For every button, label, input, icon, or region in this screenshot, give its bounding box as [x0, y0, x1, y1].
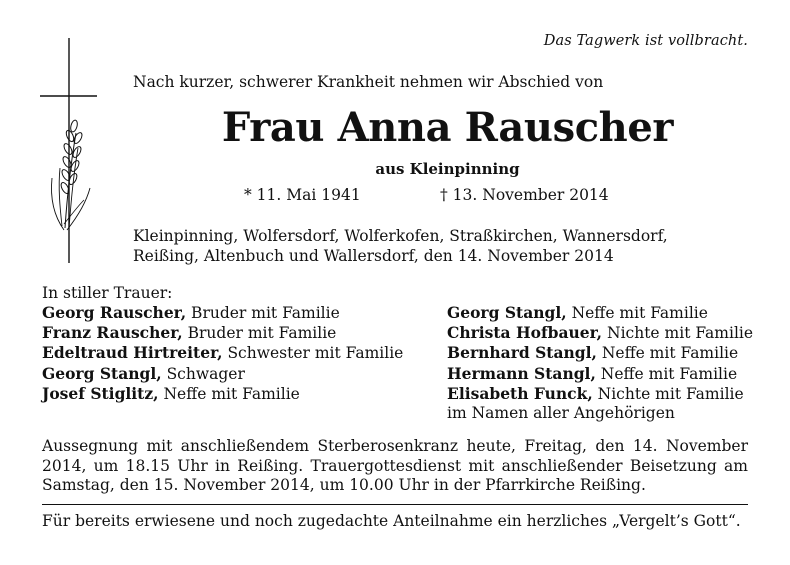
service-details — [42, 437, 748, 496]
mourner-entry — [42, 323, 403, 343]
service-line-3: Samstag, den 15. November 2014, um 10.00 Uhr in der Pfarrkirche Reißing. — [42, 476, 646, 495]
places-line-1: Kleinpinning, Wolfersdorf, Wolferkofen, Straßkirchen, Wannersdorf, — [133, 227, 668, 245]
mourner-name: Josef Stiglitz, — [42, 383, 159, 403]
thanks-text: Für bereits erwiesene und noch zugedachte Anteilnahme ein herzliches „Vergelt’s Gott“. — [42, 512, 741, 530]
mourner-name: Bernhard Stangl, — [447, 343, 597, 363]
mourner-entry — [447, 364, 753, 384]
deceased-origin: aus Kleinpinning — [375, 160, 520, 178]
mourner-entry — [447, 343, 753, 363]
mourner-entry — [447, 384, 753, 404]
places-line-2: Reißing, Altenbuch und Wallersdorf, den 14. November 2014 — [133, 247, 614, 265]
mourner-entry — [42, 384, 403, 404]
mourner-relation: Neffe mit Familie — [158, 384, 300, 403]
mourner-relation: Bruder mit Familie — [186, 304, 340, 322]
mourners-left-column — [42, 303, 403, 404]
deceased-name: Frau Anna Rauscher — [221, 104, 674, 151]
mourner-relation: Nichte mit Familie — [602, 324, 754, 343]
mourner-relation: Schwester mit Familie — [222, 344, 404, 363]
intro-text: Nach kurzer, schwerer Krankheit nehmen wir Abschied von — [133, 73, 604, 91]
mourner-name: Christa Hofbauer, — [447, 323, 603, 343]
divider — [42, 504, 748, 505]
mourner-name: Georg Stangl, — [447, 303, 567, 322]
places-and-date — [133, 226, 753, 266]
death-date: † 13. November 2014 — [440, 186, 609, 204]
mourner-entry — [42, 364, 403, 384]
mourners-right-column — [447, 303, 753, 423]
mourner-name: Georg Rauscher, — [42, 303, 187, 322]
mourning-label: In stiller Trauer: — [42, 284, 173, 302]
birth-date: * 11. Mai 1941 — [244, 186, 361, 204]
mourner-relation: Nichte mit Familie — [592, 384, 744, 403]
mourner-relation: Bruder mit Familie — [182, 324, 337, 343]
mourner-relation: Neffe mit Familie — [566, 304, 708, 322]
on-behalf-text: im Namen aller Angehörigen — [447, 404, 675, 423]
mourner-name: Georg Stangl, — [42, 363, 162, 383]
motto: Das Tagwerk ist vollbracht. — [543, 33, 748, 49]
mourner-entry — [447, 303, 753, 323]
mourner-name: Elisabeth Funck, — [447, 383, 593, 403]
mourner-relation: Neffe mit Familie — [596, 344, 739, 363]
mourner-entry — [447, 323, 753, 343]
mourner-name: Hermann Stangl, — [447, 363, 596, 383]
mourner-entry — [42, 303, 403, 323]
mourner-relation: Schwager — [161, 364, 245, 383]
mourner-entry — [42, 343, 403, 363]
mourner-name: Franz Rauscher, — [42, 323, 183, 343]
mourner-name: Edeltraud Hirtreiter, — [42, 343, 223, 363]
service-line-2: 2014, um 18.15 Uhr in Reißing. Trauergottesdienst mit anschließender Beisetzung am — [42, 456, 748, 475]
mourner-relation: Neffe mit Familie — [595, 364, 738, 383]
service-line-1: Aussegnung mit anschließendem Sterberosenkranz heute, Freitag, den 14. November — [42, 437, 748, 455]
